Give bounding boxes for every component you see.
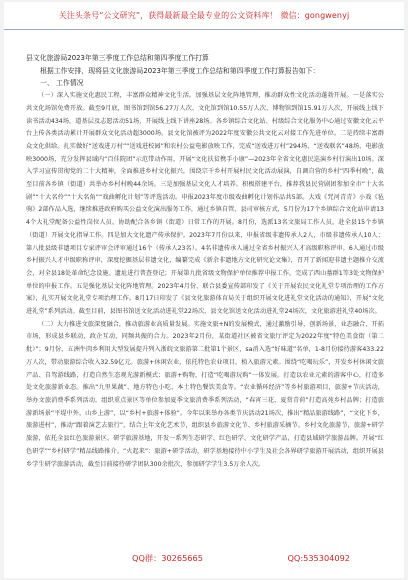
footer-contact (4, 547, 404, 569)
document-body (26, 52, 384, 471)
header-banner (4, 2, 404, 30)
document-title: 县文化旅游局2023年第三季度工作总结和第四季度工作打算 (26, 54, 209, 62)
paragraph-cultural-benefit: （一）深入实施文化惠民工程，丰富群众精神文化生活。加强基层文化阵地管理，推动群众性文化活动蓬勃开展。一是落实公共文化场馆免费开放。截至9月底，图书馆到馆56.27万人次、文化馆到馆10.55万人次、博物馆到馆15.91万人次，开展线上线下读书活动434场，道基层及志愿活动51场，开展线上线下讲座28场。各乡镇综合文化站、村级综合文化服务中心通过安徽文化云平台上传各类活动累计开展群众文化活动超3000场。县文化馆被评为2022年度安徽公共文化云对接工作先进单位。二是持续丰富群众文化供给。扎实做好“送戏进万村”“送戏进校园”和农村公益电影放映工作，完成“送戏进万村”294场、“送戏联名”48场、电影放映3000场，充分发挥县域内“百佳院团”示范带动作用，开展“文化扶贫携手小康”—2023年全省文化惠民巡演乡村行演出10场。深入学习宣传贯彻党的二十大精神，全面推进乡村文化振兴，围绕宗千乡村开展村民文化活动展演，自调自营的乡村“四季村晚”，截至目前各乡镇（街道）共举办乡村村晚44余场。三是加强基层文化人才培养。积极搭建平台，推荐我县民营剧团参加全市“十大名剧”“十大名伶”“十大名角”“戏曲孵化计划”等评选活动。申报2023年度市级戏曲孵化计划作品共5部。大戏《咒河青青》小戏《毡驹》2部作品入选，继续推进政府购买公益文化演出服务工作，通过乡镇自管、县司审核方式，5月份为17个乡镇综合文化站申请134个大礼堂配备公益性岗位人员，协助配合各乡镇（街道）日常工作的开展。8月份，选派13名文旅局工作人员，赴全县15个乡镇（街道）开展文化指导工作。四是加大文化遗产传承保护。2023年7月份以来，申报省级非遗传承人2人，市级非遗传承人10人；第八批县级非遗项目专家评审会评审通过16个（传承人23名）。4名非遗传承人通过全省乡村振兴人才高级职称评审。6人通过市级乡村振兴人才中级职称评审，深度挖掘基层非遗文化，编纂完成《新余非遗地方文化研究论文集》，召开了新闻迎非遗主题推介交流会，对全县18处革命纪念设施、遗址进行普查登记；开展第九批省级文物保护单位推荐申报工作，完成了西山墓群1等3处文物保护单位的申报工作。五是强化基层文化阵地管理。2023年4月份，联合县委宣传部印发了《关于开展农民文化礼堂专项治理的工作方案》，扎实开展文化礼堂专项治理工作。8月17日印发了《县文化旅游体育局关于组织开展文化进礼堂文化活动的通知》，开展“文化进礼堂”系列活动。截至目前，县图书馆送文化活动进礼堂22场次，县文化馆送文化活动进礼堂24场次，文化旅游进礼堂40场次。 (26, 92, 384, 316)
paragraph-tourism-integration: （二）大力推进文旅深度融合，推动旅游业高质量发展。实施文旅+N的发展模式，通过激励引导，创新场景、业态融合、开拓市场，形成县乡联动、政企互动、同频共振的合力。2023年2月份，某街道社区被省文旅厅评定为2022年度“特色美食街（第二批）”；9月份，五洲牛肉乡利用大型发展提升列入浙皖文旅游第二批第1个景区，sa消入选“好味道”名单，1-8月份接待游客433.22万人次，带动旅游综合收入32.59亿元。旅游+休闲农业，依托特色农业项目，植入旅游元素。围绕“吃喝玩乐”，开发乡村休闲文旅产品、自驾游线路，打造自然生态观光游新模式；旅游+购物，打造“吃喝游玩购”一体发展。打造以农业元素的游客中心，打造多处文化旅游新业态。推出“九里果蔬”、地方特色小吃、本土特色餐饮美食等。“农业循环经济”等乡村旅游项目，旅游+节庆活动，举办文旅消费季系列活动，组织重点景区等单位参加夏季文旅消费季系列活动，“春宵三花，夏赏青荷”打造高苑乡村品牌；打造旅游新场景“平堤中外，山乡上游”，以“乡村+旅游+体验”。今年以来举办各类节庆活动21场次，推出“精品旅游线路”，“文化下乡，旅游进村”，推动“跟着演艺去旅行”，结合上年文化艺术节，组织县乡旅游文化节、乡村旅游采摘节。乡村文化旅游节，旅游+研学旅游，依托全县红色旅游景区、研学旅游基地，开发一系列生态研学、红色研学、文化研学产品，打造县域研学旅游品牌。开展“红色研学”“乡村研学”精品线路推介。“火起来”：旅游+研学活动，研学基地接待中小学生及社会各界研学旅游开展活动，组织开展县乡学生研学旅游活动，截至目前接待研学团队300余批次，参加研学学生3.5万余人次。 (26, 320, 384, 468)
section-heading: 一、 工作情况 (40, 79, 84, 88)
document-page (4, 2, 404, 578)
footer-qq: QQ:535304092 (287, 553, 350, 563)
footer-qq-group: QQ群：30265665 (132, 552, 203, 563)
header-banner-text: 关注头条号“公文研究”，获得最新最全最专业的公文资料库！ 微信：gongwenyj (58, 11, 350, 20)
document-intro: 根据工作安排，现将县文化旅游局2023年第三季度工作总结和第四季度工作打算报告如下： (40, 66, 320, 75)
